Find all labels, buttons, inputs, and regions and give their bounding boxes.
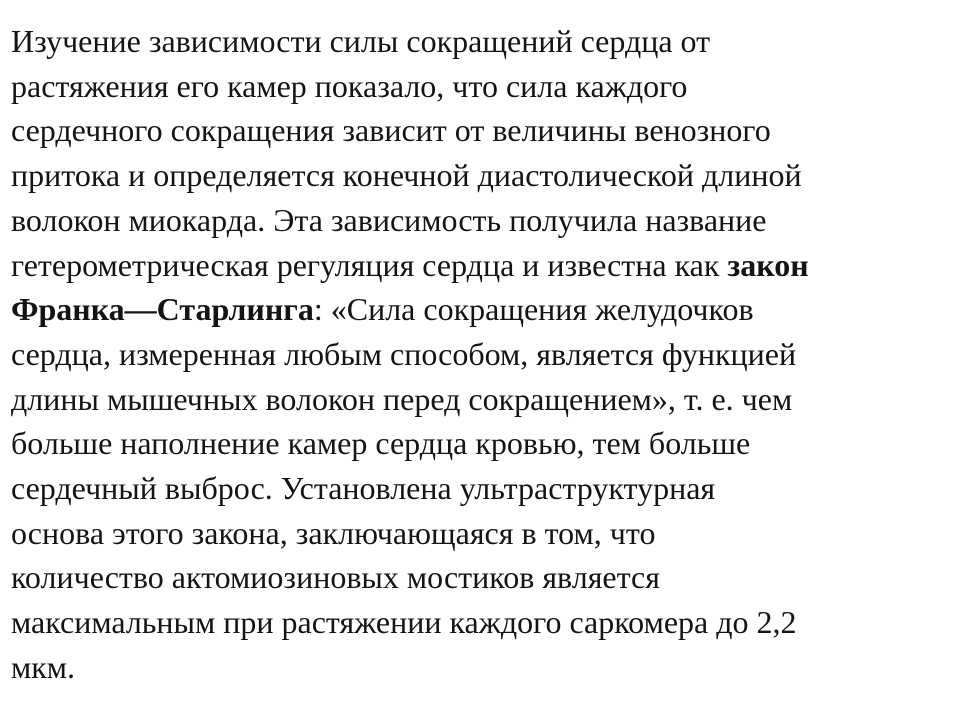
text-line-7 [11,287,951,332]
law-term-part-1: закон [727,246,809,283]
paragraph-frank-starling [11,19,951,690]
text-line-11: сердечный выброс. Установлена ультраструктурная [11,470,716,507]
text-line-14: максимальным при растяжении каждого саркомера до 2,2 [11,604,797,641]
text-line-9: длины мышечных волокон перед сокращением», т. е. чем [11,380,793,417]
text-line-1: Изучение зависимости силы сокращений сердца от [11,23,711,59]
text-line-8: сердца, измеренная любым способом, является функцией [11,335,797,372]
text-line-5: волокон миокарда. Эта зависимость получила название [11,201,767,238]
law-term-part-2: Франка—Старлинга [11,291,314,328]
text-line-15: мкм. [11,648,76,685]
text-line-10: больше наполнение камер сердца кровью, тем больше [11,425,751,462]
text-line-13: количество актомиозиновых мостиков является [11,559,660,596]
text-line-2: растяжения его камер показало, что сила каждого [11,67,688,104]
text-line-12: основа этого закона, заключающаяся в том, что [11,514,656,551]
text-line-6 [11,243,951,288]
text-line-3: сердечного сокращения зависит от величины венозного [11,112,771,149]
text-line-7-tail: : «Сила сокращения желудочков [313,291,754,328]
text-line-4: притока и определяется конечной диастолической длиной [11,157,802,194]
text-line-6-lead: гетерометрическая регуляция сердца и известна как [11,246,728,283]
